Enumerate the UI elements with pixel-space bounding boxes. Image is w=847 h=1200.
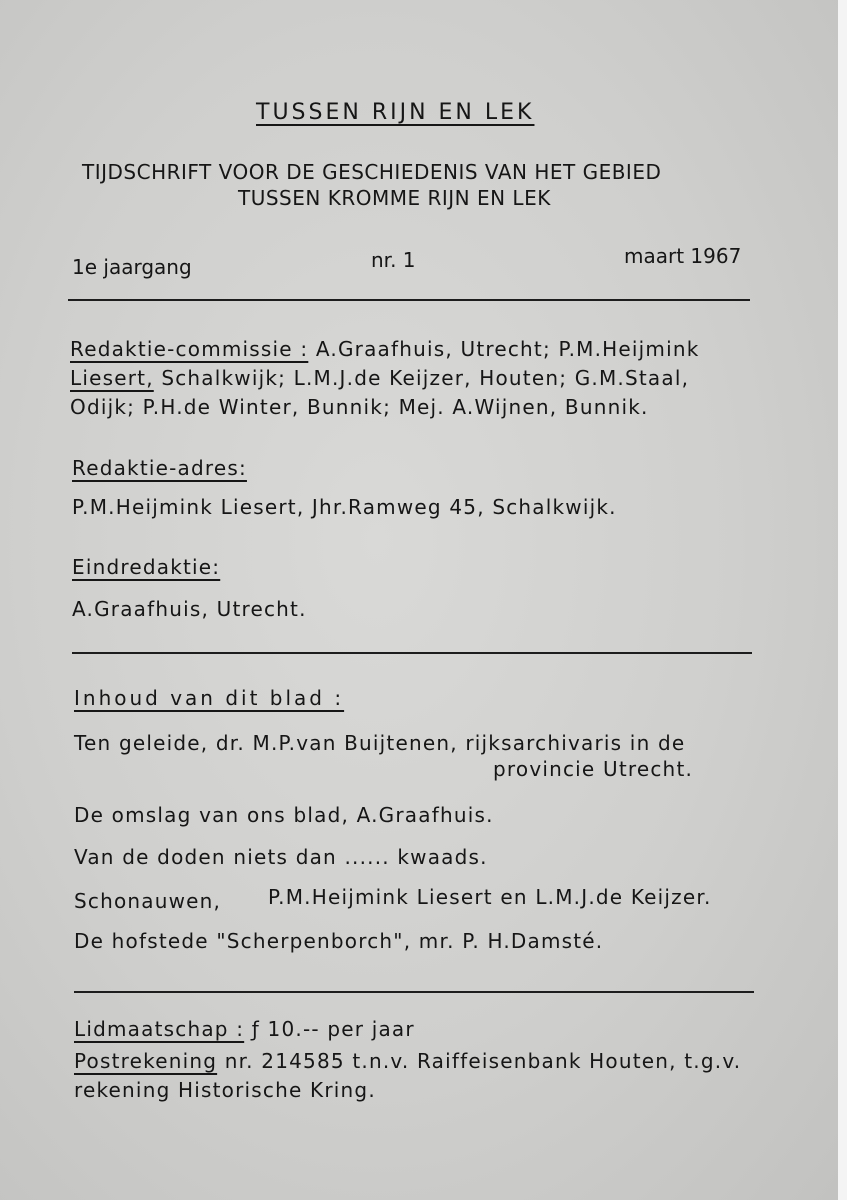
journal-title: TUSSEN RIJN EN LEK [256, 100, 535, 125]
commissie-line-1 [70, 337, 700, 361]
volume-label: 1e jaargang [72, 255, 192, 279]
inhoud-item-2: De omslag van ons blad, A.Graafhuis. [74, 803, 494, 827]
inhoud-item-1-line-1: Ten geleide, dr. M.P.van Buijtenen, rijksarchivaris in de [74, 731, 686, 755]
issue-number: nr. 1 [371, 248, 416, 272]
commissie-label: Redaktie-commissie : [70, 337, 309, 361]
lidmaatschap-line [74, 1017, 415, 1041]
postrekening-text: nr. 214585 t.n.v. Raiffeisenbank Houten, t.g.v. [224, 1049, 742, 1073]
divider-1 [68, 299, 750, 301]
divider-2 [72, 652, 752, 654]
inhoud-item-1-line-2: provincie Utrecht. [493, 757, 694, 781]
page-edge [838, 0, 847, 1200]
divider-3 [74, 991, 754, 993]
commissie-line-2-text: Schalkwijk; L.M.J.de Keijzer, Houten; G.M.Staal, [161, 366, 690, 390]
inhoud-item-4-title: Schonauwen, [74, 889, 222, 913]
issue-date: maart 1967 [624, 244, 742, 268]
commissie-line-3: Odijk; P.H.de Winter, Bunnik; Mej. A.Wijnen, Bunnik. [70, 395, 649, 419]
subtitle-line-1: TIJDSCHRIFT VOOR DE GESCHIEDENIS VAN HET GEBIED [82, 160, 662, 184]
inhoud-item-5: De hofstede "Scherpenborch", mr. P. H.Damsté. [74, 929, 604, 953]
eindredaktie-text: A.Graafhuis, Utrecht. [72, 597, 307, 621]
commissie-line-1-text: A.Graafhuis, Utrecht; P.M.Heijmink [315, 337, 700, 361]
postrekening-line-2: rekening Historische Kring. [74, 1078, 376, 1102]
postrekening-label: Postrekening [74, 1049, 218, 1073]
inhoud-item-4-authors: P.M.Heijmink Liesert en L.M.J.de Keijzer. [268, 885, 712, 909]
adres-label: Redaktie-adres: [72, 456, 247, 480]
commissie-line-2-label: Liesert, [70, 366, 154, 390]
commissie-line-2 [70, 366, 689, 390]
subtitle-line-2: TUSSEN KROMME RIJN EN LEK [238, 186, 551, 210]
inhoud-label: Inhoud van dit blad : [74, 686, 345, 710]
lidmaatschap-label: Lidmaatschap : [74, 1017, 245, 1041]
inhoud-item-3: Van de doden niets dan ...... kwaads. [74, 845, 488, 869]
eindredaktie-label: Eindredaktie: [72, 555, 221, 579]
adres-text: P.M.Heijmink Liesert, Jhr.Ramweg 45, Schalkwijk. [72, 495, 617, 519]
lidmaatschap-text: ƒ 10.-- per jaar [251, 1017, 415, 1041]
postrekening-line-1 [74, 1049, 741, 1073]
